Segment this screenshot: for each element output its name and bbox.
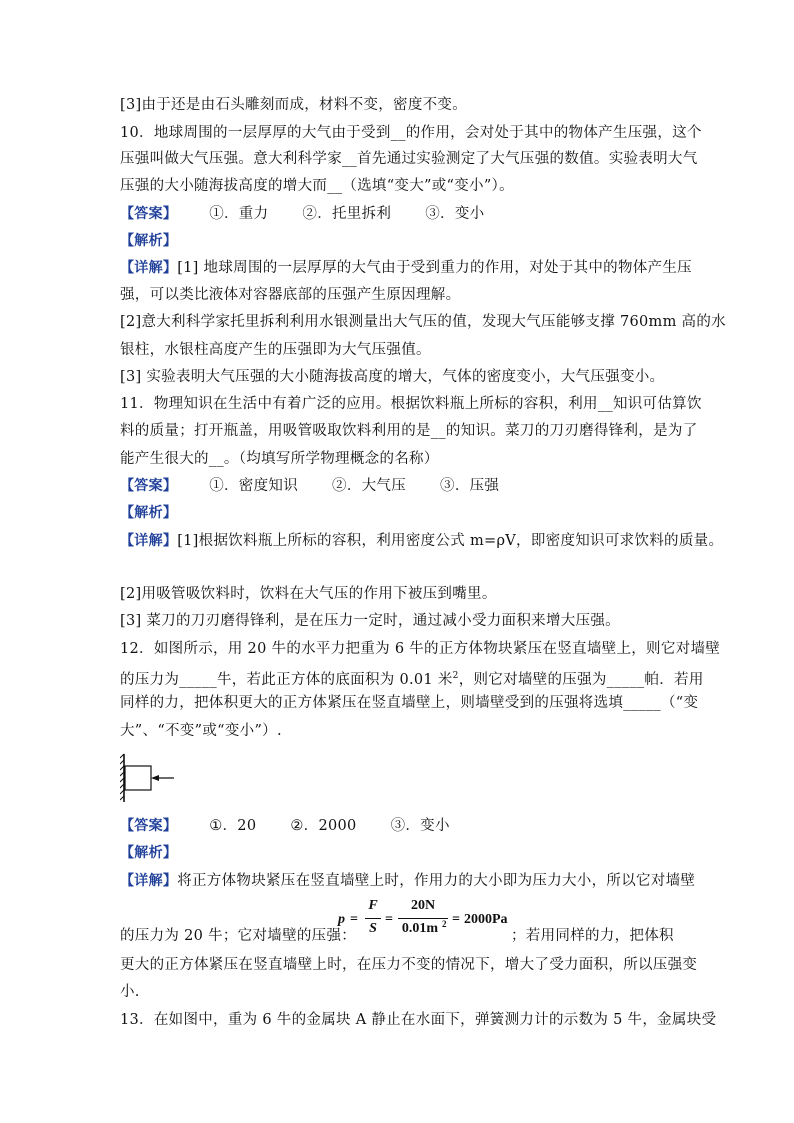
q12-detail-line-1 <box>120 872 695 890</box>
formula-f-num: F <box>368 898 378 913</box>
q12-stem-line-2b: ，则它对墙壁的压强为_____帕．若用 <box>458 671 704 688</box>
formula-bar-2 <box>398 918 448 919</box>
q11-answer-1: ①．密度知识 <box>209 478 299 494</box>
answer-tag: 【答案】 <box>120 206 178 222</box>
q10-detail-line-3: [2]意大利科学家托里拆利利用水银测量出大气压的值，发现大气压能够支撑 760mm 高的水 <box>120 314 726 330</box>
q11-answer-2: ②．大气压 <box>332 478 407 494</box>
analysis-tag: 【解析】 <box>120 845 178 861</box>
q11-stem-line-1: 11．物理知识在生活中有着广泛的应用。根据饮料瓶上所标的容积，利用__知识可估算饮 <box>120 396 702 412</box>
q10-detail-text-1: [1] 地球周围的一层厚厚的大气由于受到重力的作用，对处于其中的物体产生压 <box>177 260 692 276</box>
q12-answer-2: ②．2000 <box>290 818 357 834</box>
formula-num-value: 20N <box>410 898 436 913</box>
q11-analysis-line <box>120 504 177 522</box>
q9-detail-line: [3]由于还是由石头雕刻而成，材料不变，密度不变。 <box>120 97 468 113</box>
formula-den-exponent: 2 <box>442 919 447 929</box>
answer-tag: 【答案】 <box>120 818 178 834</box>
formula-bar-1 <box>365 918 381 919</box>
q10-analysis-line <box>120 232 177 250</box>
q11-detail-text-1: [1]根据饮料瓶上所标的容积，利用密度公式 m=ρV，即密度知识可求饮料的质量。 <box>177 533 724 549</box>
q12-stem-line-3: 同样的力，把体积更大的正方体紧压在竖直墙壁上，则墙壁受到的压强将选填_____（“变 <box>120 695 699 711</box>
analysis-tag: 【解析】 <box>120 233 178 249</box>
detail-tag: 【详解】 <box>120 873 178 889</box>
q10-detail-line-5: [3] 实验表明大气压强的大小随海拔高度的增大，气体的密度变小，大气压强变小。 <box>120 369 665 385</box>
q12-detail-line-2b: ；若用同样的力，把体积 <box>511 928 674 944</box>
q12-detail-line-2a: 的压力为 20 牛；它对墙壁的压强： <box>120 928 357 944</box>
q12-answer-3: ③．变小 <box>390 818 450 834</box>
q10-answer-3: ③．变小 <box>425 206 485 222</box>
q11-detail-line-3: [3] 菜刀的刀刃磨得锋利，是在压力一定时，通过减小受力面积来增大压强。 <box>120 613 620 629</box>
q10-stem-line-1: 10．地球周围的一层厚厚的大气由于受到__的作用，会对处于其中的物体产生压强，这个 <box>120 125 702 141</box>
answer-tag: 【答案】 <box>120 478 178 494</box>
wall-cube-force-figure <box>120 752 176 804</box>
q11-stem-line-3: 能产生很大的__。（均填写所学物理概念的名称） <box>120 451 439 467</box>
formula-p: p <box>338 912 345 927</box>
q12-answer-1: ①．20 <box>209 818 257 834</box>
q11-answer-line <box>120 477 499 495</box>
q10-stem-line-3: 压强的大小随海拔高度的增大而__（选填“变大”或“变小”）。 <box>120 178 514 194</box>
wall-hatching <box>120 754 124 802</box>
q10-detail-line-2: 强，可以类比液体对容器底部的压强产生原因理解。 <box>120 287 461 303</box>
q12-stem-line-2a: 的压力为_____牛，若此正方体的底面积为 0.01 米 <box>120 671 453 688</box>
q10-answer-1: ①．重力 <box>209 206 269 222</box>
formula-eq-3: = <box>452 912 460 927</box>
q11-stem-line-2: 料的质量；打开瓶盖，用吸管吸取饮料利用的是__的知识。菜刀的刀刃磨得锋利，是为了 <box>120 423 698 439</box>
q13-stem-line-1: 13．在如图中，重为 6 牛的金属块 A 静止在水面下，弹簧测力计的示数为 5 牛，金属块受 <box>120 1012 717 1028</box>
q12-detail-text-1: 将正方体物块紧压在竖直墙壁上时，作用力的大小即为压力大小，所以它对墙壁 <box>177 873 696 889</box>
cube-block <box>125 766 151 790</box>
q12-answer-line <box>120 817 450 835</box>
formula-eq-1: = <box>350 912 358 927</box>
formula-den-value: 0.01m <box>401 921 439 936</box>
q11-detail-line-2: [2]用吸管吸饮料时，饮料在大气压的作用下被压到嘴里。 <box>120 586 497 602</box>
analysis-tag: 【解析】 <box>120 505 178 521</box>
q10-answer-line <box>120 205 484 223</box>
q12-unit-exponent: 2 <box>452 671 459 681</box>
q12-stem-line-1: 12．如图所示，用 20 牛的水平力把重为 6 牛的正方体物块紧压在竖直墙壁上，则它对墙壁 <box>120 641 721 657</box>
q12-detail-line-4: 小. <box>120 984 140 1000</box>
q12-analysis-line <box>120 844 177 862</box>
q11-answer-3: ③．压强 <box>440 478 500 494</box>
formula-s-den: S <box>369 921 377 936</box>
formula-eq-2: = <box>385 912 393 927</box>
q10-detail-line-4: 银柱，水银柱高度产生的压强即为大气压强值。 <box>120 342 431 358</box>
formula-result: 2000Pa <box>464 912 508 927</box>
q11-detail-line-1 <box>120 532 723 550</box>
force-arrow <box>151 775 174 781</box>
q12-stem-line-2 <box>120 667 704 689</box>
q12-detail-line-3: 更大的正方体紧压在竖直墙壁上时，在压力不变的情况下，增大了受力面积，所以压强变 <box>120 957 698 973</box>
detail-tag: 【详解】 <box>120 533 178 549</box>
pressure-formula <box>338 898 516 942</box>
q12-stem-line-4: 大”、“不变”或“变小”）. <box>120 723 282 739</box>
q10-stem-line-2: 压强叫做大气压强。意大利科学家__首先通过实验测定了大气压强的数值。实验表明大气 <box>120 151 698 167</box>
q10-detail-line-1 <box>120 259 692 277</box>
q10-answer-2: ②．托里拆利 <box>302 206 392 222</box>
detail-tag: 【详解】 <box>120 260 178 276</box>
